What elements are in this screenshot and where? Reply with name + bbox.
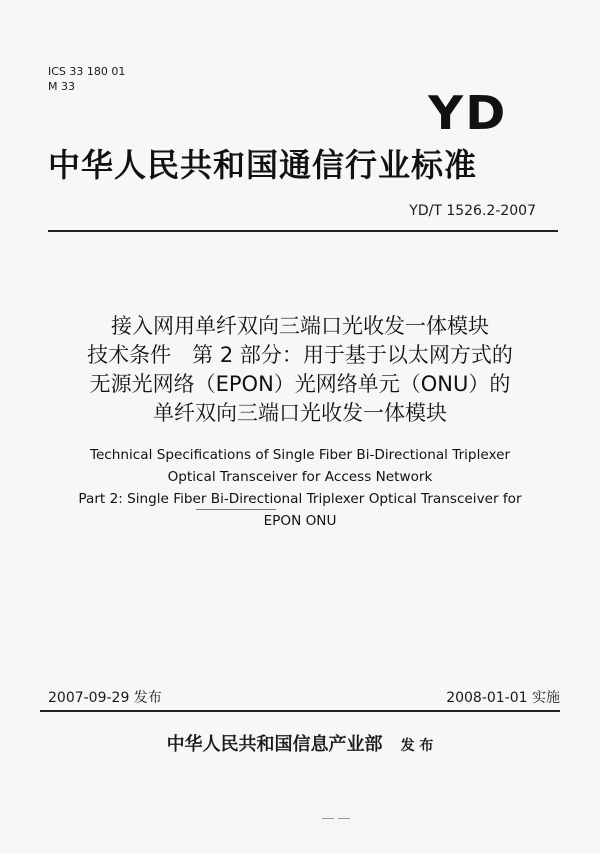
english-title-line: EPON ONU: [263, 513, 337, 529]
publish-date: 2007-09-29 发布: [48, 690, 162, 706]
effective-date: 2008-01-01 实施: [446, 690, 560, 706]
english-title-line: Part 2: Single Fiber Bi-Directional Triplexer Optical Transceiver for: [78, 491, 522, 507]
issuer-name: 中华人民共和国信息产业部: [166, 734, 383, 755]
ics-code: ICS 33 180 01: [48, 65, 126, 78]
issuer-line: [0, 730, 600, 756]
chinese-title-line: 技术条件 第 2 部分：用于基于以太网方式的: [87, 343, 513, 367]
title-underline: [196, 509, 276, 510]
scan-mark: [338, 818, 350, 819]
chinese-title-line: 无源光网络（EPON）光网络单元（ONU）的: [89, 372, 511, 396]
issuer-verb: 发 布: [400, 738, 434, 754]
bottom-divider: [40, 710, 560, 712]
yd-logo: YD: [428, 86, 508, 140]
standard-number: YD/T 1526.2-2007: [409, 203, 536, 219]
english-title-line: Technical Specifications of Single Fiber Bi-Directional Triplexer: [89, 447, 511, 463]
chinese-title-line: 单纤双向三端口光收发一体模块: [153, 401, 447, 425]
english-title: [40, 444, 560, 532]
scan-mark: [322, 818, 334, 819]
top-divider: [48, 230, 558, 232]
chinese-title-line: 接入网用单纤双向三端口光收发一体模块: [111, 314, 489, 338]
classification-code: M 33: [48, 80, 75, 93]
org-title: 中华人民共和国通信行业标准: [48, 146, 478, 184]
english-title-line: Optical Transceiver for Access Network: [167, 469, 433, 485]
chinese-title: [40, 312, 560, 428]
